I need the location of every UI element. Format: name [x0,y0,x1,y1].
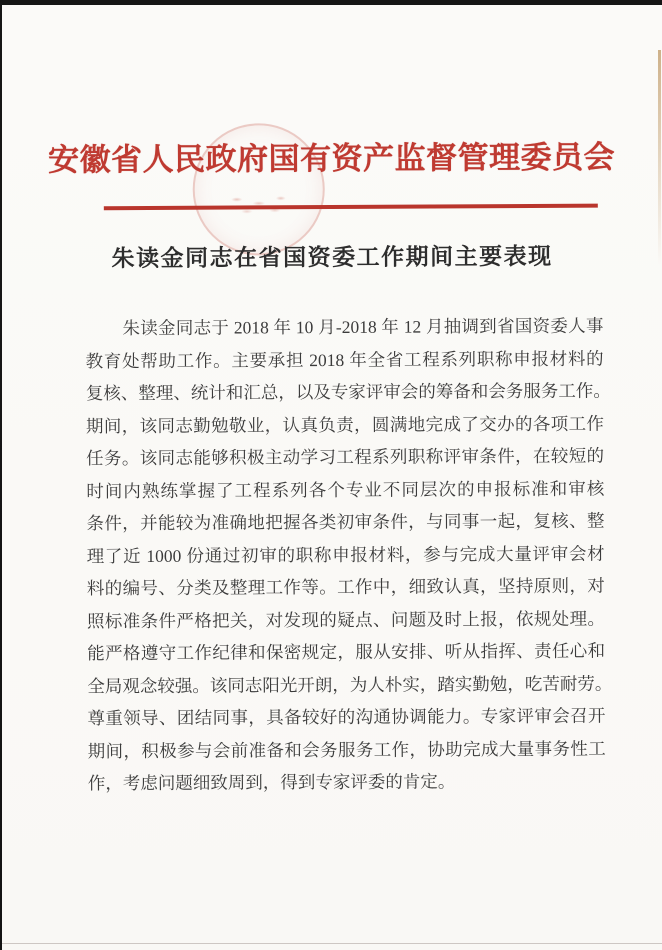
page-content [0,3,662,950]
body-line: 全局观念较强。该同志阳光开朗，为人朴实，踏实勤勉，吃苦耐劳。 [87,673,613,696]
body-line: 时间内熟练掌握了工程系列各个专业不同层次的申报标准和审核 [86,478,605,501]
letterhead-red-rule [104,204,598,211]
body-line: 料的编号、分类及整理工作等。工作中，细致认真，坚持原则，对 [86,575,605,599]
scanned-page [2,5,662,950]
body-line: 作，考虑问题细致周到，得到专家评委的肯定。 [87,771,456,794]
body-line: 朱读金同志于 2018 年 10 月-2018 年 12 月抽调到省国资委人事 [122,315,604,339]
body-line: 期间，积极参与会前准备和会务服务工作，协助完成大量事务性工 [87,738,606,761]
paper-bottom-edge-line [2,943,662,944]
paper-right-edge-shadow [658,50,661,265]
body-line: 尊重领导、团结同事，具备较好的沟通协调能力。专家评审会召开 [87,705,606,729]
body-line: 教育处帮助工作。主要承担 2018 年全省工程系列职称申报材料的 [85,348,604,371]
scanner-top-edge [0,0,662,5]
body-line: 理了近 1000 份通过初审的职称申报材料，参与完成大量评审会材 [86,543,605,566]
body-line: 照标准条件严格把关，对发现的疑点、问题及时上报，依规处理。 [86,608,606,631]
letterhead-organization-name: 安徽省人民政府国有资产监督管理委员会 [47,139,616,178]
body-line: 期间，该同志勤勉敬业，认真负责，圆满地完成了交办的各项工作 [85,413,605,436]
body-paragraph [85,310,613,800]
body-line: 条件，并能较为准确地把握各类初审条件，与同事一起，复核、整 [86,510,605,534]
scanner-left-edge [0,0,2,560]
body-line: 任务。该同志能够积极主动学习工程系列职称评审条件，在较短的 [86,445,605,469]
document-title: 朱读金同志在省国资委工作期间主要表现 [111,243,553,272]
body-line: 复核、整理、统计和汇总，以及专家评审会的筹备和会务服务工作。 [85,380,611,404]
body-line: 能严格遵守工作纪律和保密规定，服从安排、听从指挥、责任心和 [87,640,606,664]
